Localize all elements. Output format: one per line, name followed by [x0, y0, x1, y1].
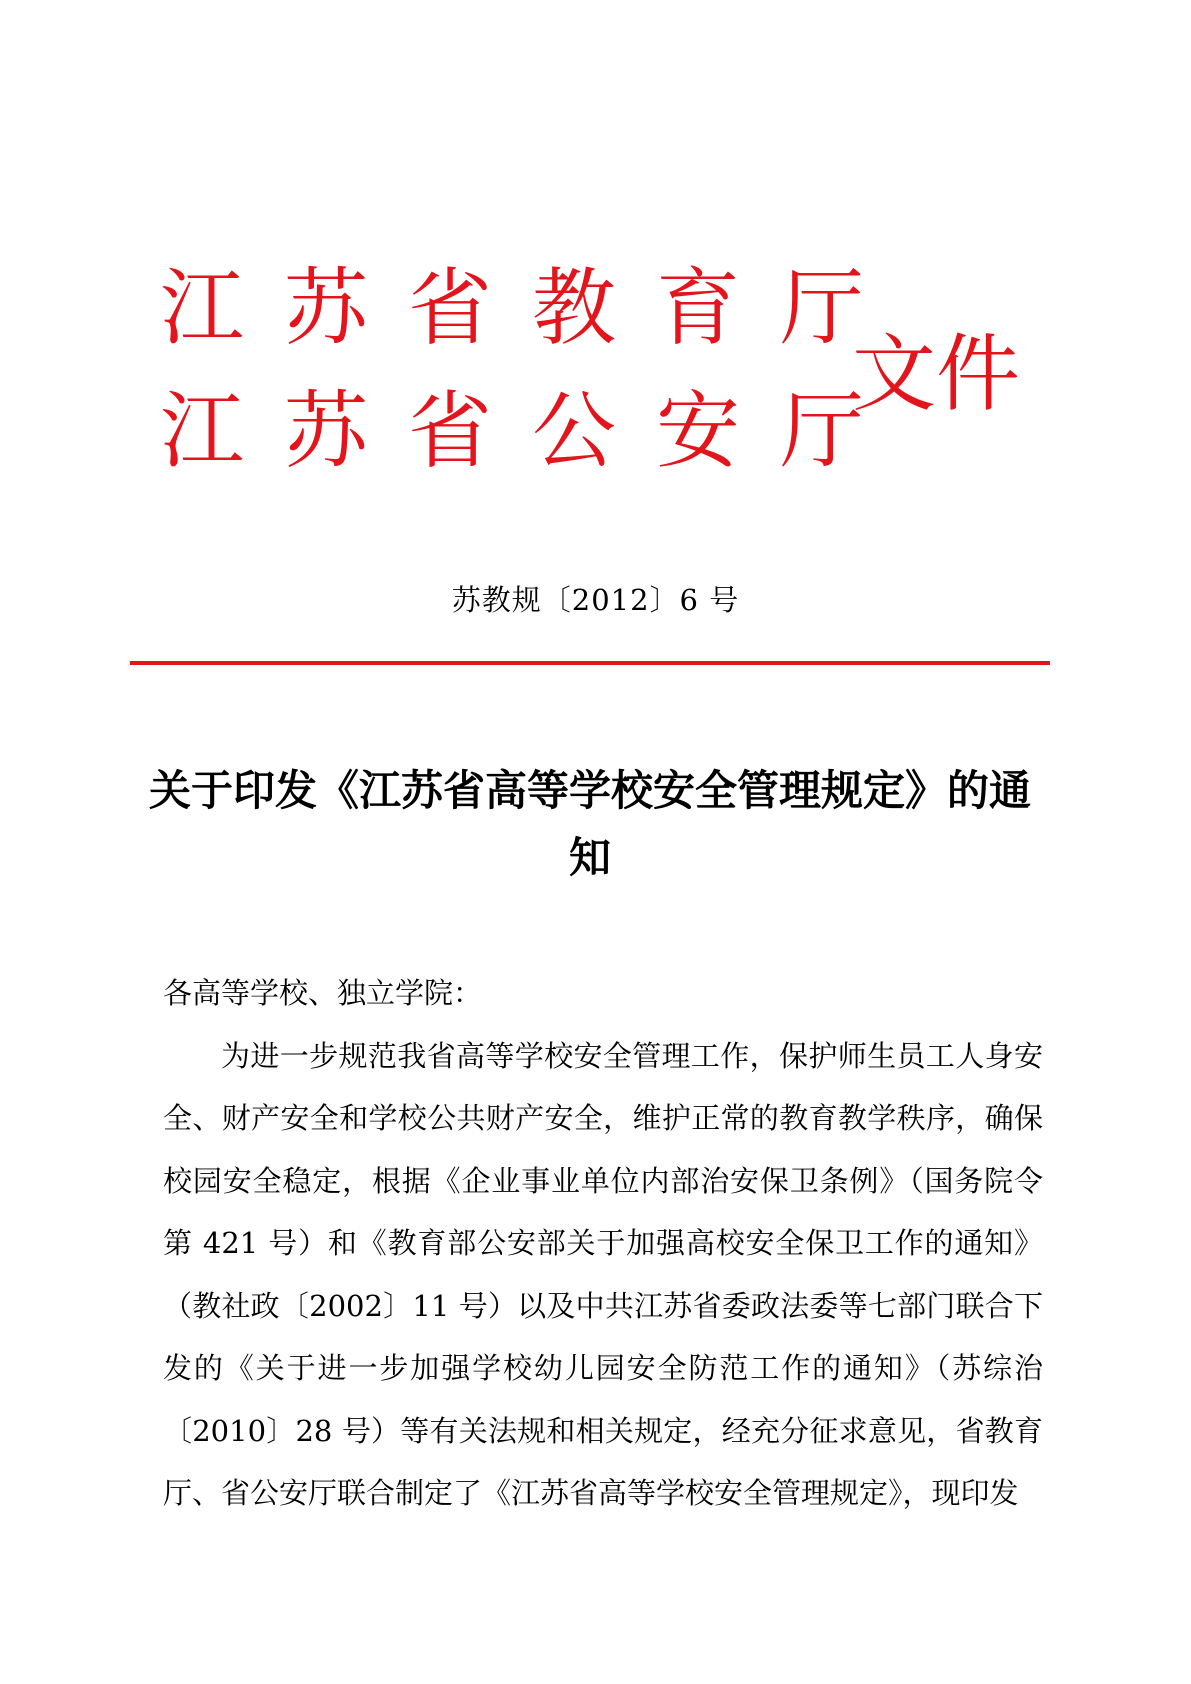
red-divider-line	[130, 661, 1050, 665]
salutation: 各高等学校、独立学院：	[163, 976, 483, 1010]
document-title: 关于印发《江苏省高等学校安全管理规定》的通知	[148, 766, 1031, 882]
document-body	[163, 962, 1043, 1525]
issuer-education-department: 江苏省教育厅	[160, 259, 905, 357]
body-paragraph: 为进一步规范我省高等学校安全管理工作，保护师生员工人身安全、财产安全和学校公共财产安全，维护正常的教育教学秩序，确保校园安全稳定，根据《企业事业单位内部治安保卫条例》（国务院令第 421 号）和《教育部公安部关于加强高校安全保卫工作的通知》（教社政〔2002〕11 号）以及中共江苏省委政法委等七部门联合下发的《关于进一步加强学校幼儿园安全防范工作的通知》（苏综治〔2010〕28 号）等有关法规和相关规定，经充分征求意见，省教育厅、省公安厅联合制定了《江苏省高等学校安全管理规定》，现印发	[163, 1038, 1043, 1510]
document-number: 苏教规〔2012〕6 号	[451, 583, 740, 617]
document-header	[160, 259, 1060, 502]
issuer-public-security-department: 江苏省公安厅	[160, 382, 905, 480]
document-type-label: 文件	[852, 325, 1021, 423]
